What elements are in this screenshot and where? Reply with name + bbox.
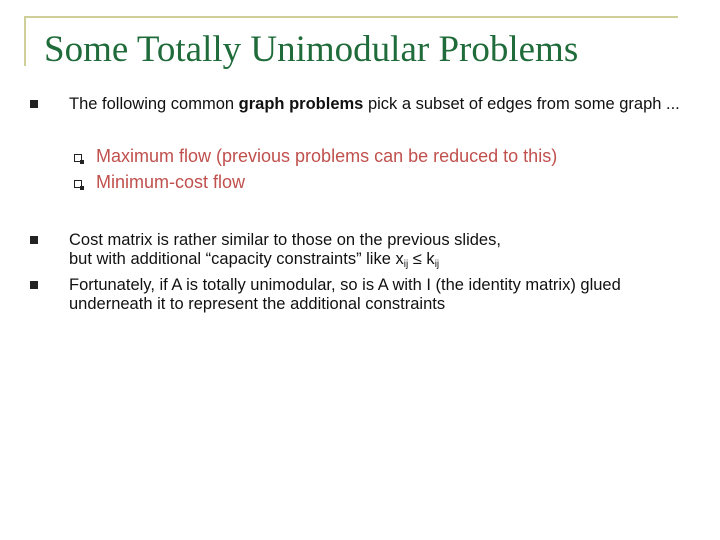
sub-item-minimum-cost-flow: Minimum-cost flow [96,172,246,192]
cost-matrix-line2 [69,250,699,274]
bullet-text-fortunately: Fortunately, if A is totally unimodular, so is A with I (the identity matrix) glued underneath it to represent the additional constraints [69,276,621,313]
bullet-icon [30,236,38,244]
title-frame-top-rule [24,16,678,18]
cost-matrix-line2-pre: but with additional “capacity constraints” like x [69,250,404,268]
bullet-text-bold: graph problems [238,95,364,113]
k-subscript: ij [434,259,440,270]
bullet-text-pre: The following common [69,95,239,113]
sub-bullet-icon [74,180,82,188]
cost-matrix-line1: Cost matrix is rather similar to those on the previous slides, [69,231,501,249]
sub-bullet-icon [74,154,82,162]
cost-matrix-line2-mid: ≤ k [408,250,435,268]
bullet-text-post: pick a subset of edges from some graph ... [363,95,680,113]
x-subscript: ij [403,259,409,270]
bullet-icon [30,100,38,108]
bullet-icon [30,281,38,289]
title-frame-left-rule [24,16,26,66]
bullet-text-cost-matrix [69,231,699,274]
sub-item-maximum-flow: Maximum flow (previous problems can be reduced to this) [96,146,558,166]
bullet-text-graph-problems [69,95,689,114]
slide-title: Some Totally Unimodular Problems [44,29,579,70]
